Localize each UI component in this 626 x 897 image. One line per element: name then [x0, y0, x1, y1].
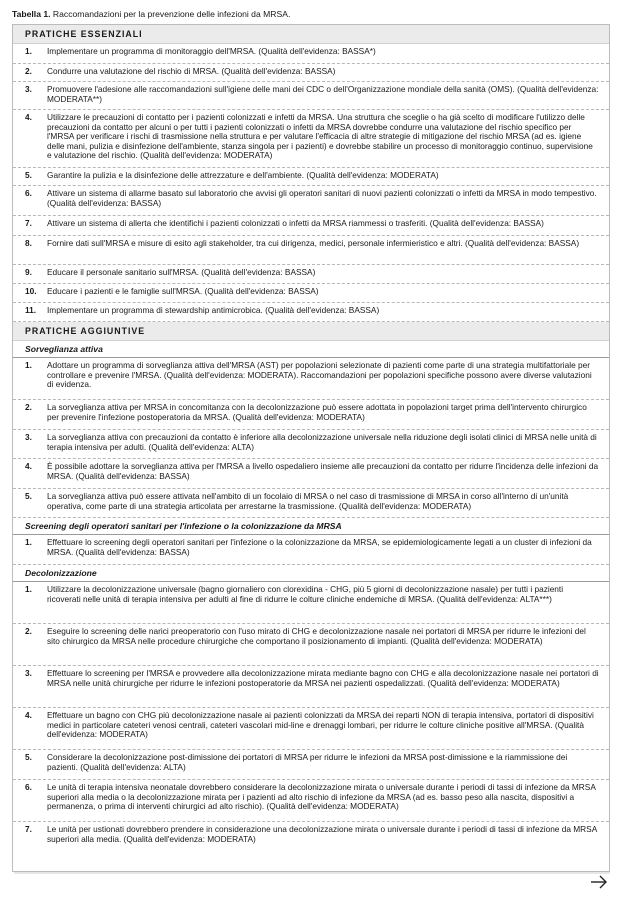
- row-text: Fornire dati sull'MRSA e misure di esito agli stakeholder, tra cui dirigenza, medici, personale infermieristico e altri. (Qualità dell'evidenza: BASSA): [47, 238, 580, 248]
- row-text: Condurre una valutazione del rischio di MRSA. (Qualità dell'evidenza: BASSA): [47, 66, 336, 76]
- table-row: [13, 64, 609, 82]
- row-number: 1.: [25, 360, 32, 370]
- caption-label: Tabella 1.: [12, 9, 51, 19]
- table-row: [13, 666, 609, 708]
- table-row: [13, 822, 609, 852]
- section-header-additional: PRATICHE AGGIUNTIVE: [13, 322, 609, 341]
- table-row: [13, 82, 609, 110]
- row-number: 5.: [25, 752, 32, 762]
- row-text: È possibile adottare la sorveglianza attiva per l'MRSA a livello ospedaliero insieme alle precauzioni da contatto per ridurre l'incidenza delle infezioni da MRSA. (Qualità dell'evidenza: BASSA): [47, 461, 599, 481]
- row-text: Utilizzare le precauzioni di contatto per i pazienti colonizzati e infetti da MRSA. Una struttura che sceglie o ha già scelto di modificare l'utilizzo delle precauzioni da contatto per alcuni o per tutti i pazienti colonizzati o infetti da MRSA dovrebbe condurre una valutazione del rischio specifico per l'MRSA per verificare i rischi di trasmissione nella struttura e per valutare l'efficacia di altre strategie di mitigazione del rischio MRSA (ad es. igiene delle mani, pulizia e disinfezione dell'ambiente, stanza singola per i pazienti) e dovrebbe stabilire un processo di monitoraggio continuo, supervisione e valutazione del rischio. (Qualità dell'evidenza: MODERATA): [47, 112, 593, 161]
- table-row: [13, 430, 609, 459]
- row-number: 3.: [25, 432, 32, 442]
- table-row: [13, 750, 609, 780]
- table-row: [13, 110, 609, 168]
- row-text: Adottare un programma di sorveglianza attiva dell'MRSA (AST) per popolazioni selezionate di pazienti come parte di una strategia multifattoriale per controllare e prevenire l'MRSA. (Qualità dell'evidenza: MODERATA). Raccomandazioni per popolazioni specifiche possono avere diverse valutazioni di evidenza.: [47, 360, 592, 390]
- row-text: Effettuare lo screening degli operatori sanitari per l'infezione o la colonizzazione da MRSA, se epidemiologicamente legati a un cluster di infezioni da MRSA. (Qualità dell'evidenza: BASSA): [47, 537, 592, 557]
- table-row: [13, 358, 609, 400]
- table-row: [13, 582, 609, 624]
- table-row: [13, 535, 609, 565]
- table-row: [13, 216, 609, 236]
- row-number: 2.: [25, 66, 32, 76]
- row-text: Promuovere l'adesione alle raccomandazioni sull'igiene delle mani dei CDC o dell'Organizzazione mondiale della sanità (OMS). (Qualità dell'evidenza: MODERATA**): [47, 84, 599, 104]
- row-text: Educare il personale sanitario sull'MRSA. (Qualità dell'evidenza: BASSA): [47, 267, 316, 277]
- table-row: [13, 44, 609, 64]
- table-row: [13, 624, 609, 666]
- arrow-right-icon[interactable]: [590, 875, 608, 889]
- subsection-header-surveillance: Sorveglianza attiva: [13, 341, 609, 358]
- table-row: [13, 186, 609, 216]
- table-row: [13, 236, 609, 265]
- table-row: [13, 459, 609, 489]
- row-number: 4.: [25, 112, 32, 122]
- subsection-header-decolonization: Decolonizzazione: [13, 565, 609, 582]
- row-number: 8.: [25, 238, 32, 248]
- row-text: Attivare un sistema di allerta che identifichi i pazienti colonizzati o infetti da MRSA riammessi o trasferiti. (Qualità dell'evidenza: BASSA): [47, 218, 544, 228]
- section-header-essential: PRATICHE ESSENZIALI: [13, 25, 609, 44]
- row-text: Le unità per ustionati dovrebbero prendere in considerazione una decolonizzazione mirata o universale durante i periodi di tassi di infezione da MRSA superiori alla media. (Qualità dell'evidenza: MODERATA): [47, 824, 597, 844]
- row-number: 4.: [25, 461, 32, 471]
- row-text: Implementare un programma di stewardship antimicrobica. (Qualità dell'evidenza: BASSA): [47, 305, 380, 315]
- row-text: Considerare la decolonizzazione post-dimissione dei portatori di MRSA per ridurre le infezioni da MRSA post-dimissione e la riammissione dei pazienti. (Qualità dell'evidenza: ALTA): [47, 752, 568, 772]
- row-number: 1.: [25, 537, 32, 547]
- row-number: 5.: [25, 491, 32, 501]
- row-text: Effettuare lo screening per l'MRSA e provvedere alla decolonizzazione mirata mediante bagno con CHG e alla decolonizzazione nasale nei portatori di MRSA nelle unità chirurgiche per ridurre le infezioni postoperatorie da MRSA nei pazienti ospedalizzati. (Qualità dell'evidenza: MODERATA): [47, 668, 599, 688]
- row-number: 1.: [25, 46, 32, 56]
- row-text: Educare i pazienti e le famiglie sull'MRSA. (Qualità dell'evidenza: BASSA): [47, 286, 319, 296]
- row-text: Implementare un programma di monitoraggio dell'MRSA. (Qualità dell'evidenza: BASSA*): [47, 46, 376, 56]
- table-row: [13, 303, 609, 322]
- row-number: 6.: [25, 782, 32, 792]
- row-number: 3.: [25, 84, 32, 94]
- row-text: Effettuare un bagno con CHG più decolonizzazione nasale ai pazienti colonizzati da MRSA dei reparti NON di terapia intensiva, portatori di dispositivi medici in particolare cateteri venosi centrali, cateteri vascolari mid-line e drenaggi lombari, per ridurre le colture cliniche positive all'MRSA. (Qualità dell'evidenza: MODERATA): [47, 710, 594, 740]
- row-number: 2.: [25, 626, 32, 636]
- row-number: 7.: [25, 824, 32, 834]
- row-number: 7.: [25, 218, 32, 228]
- table-row: [13, 168, 609, 186]
- row-number: 9.: [25, 267, 32, 277]
- table-row: [13, 489, 609, 518]
- row-text: Attivare un sistema di allarme basato sul laboratorio che avvisi gli operatori sanitari di nuovi pazienti colonizzati o infetti da MRSA in modo tempestivo. (Qualità dell'evidenza: BASSA): [47, 188, 597, 208]
- row-text: Utilizzare la decolonizzazione universale (bagno giornaliero con clorexidina - CHG, più 5 giorni di decolonizzazione nasale) per tutti i pazienti ricoverati nelle unità di terapia intensiva per adulti al fine di ridurre le colture cliniche endemiche di MRSA. (Qualità dell'evidenza: ALTA***): [47, 584, 564, 604]
- row-number: 2.: [25, 402, 32, 412]
- row-text: La sorveglianza attiva per MRSA in concomitanza con la decolonizzazione può essere adottata in popolazioni target prima dell'intervento chirurgico per prevenire l'infezione postoperatoria da MRSA. (Qualità dell'evidenza: MODERATA): [47, 402, 587, 422]
- row-number: 4.: [25, 710, 32, 720]
- row-text: La sorveglianza attiva con precauzioni da contatto è inferiore alla decolonizzazione universale nella riduzione degli isolati clinici di MRSA nelle unità di terapia intensiva per adulti. (Qualità dell'evidenza: ALTA): [47, 432, 597, 452]
- table-row: [13, 284, 609, 303]
- recommendations-table: [12, 24, 610, 872]
- table-row: [13, 400, 609, 430]
- table-row: [13, 265, 609, 284]
- row-number: 10.: [25, 286, 37, 296]
- row-number: 6.: [25, 188, 32, 198]
- table-caption: [12, 9, 290, 20]
- row-number: 3.: [25, 668, 32, 678]
- row-text: Le unità di terapia intensiva neonatale dovrebbero considerare la decolonizzazione mirata o universale durante i periodi di tassi di infezione da MRSA superiori alla media o la decolonizzazione mirata per i pazienti ad alto rischio di infezione da MRSA (ad es. basso peso alla nascita, dispositivi a permanenza, o prima di interventi chirurgici ad alto rischio). (Qualità dell'evidenza: MODERATA): [47, 782, 596, 812]
- caption-title: Raccomandazioni per la prevenzione delle infezioni da MRSA.: [52, 9, 291, 19]
- row-number: 11.: [25, 305, 37, 315]
- row-number: 5.: [25, 170, 32, 180]
- subsection-header-screening: Screening degli operatori sanitari per l'infezione o la colonizzazione da MRSA: [13, 518, 609, 535]
- row-text: Eseguire lo screening delle narici preoperatorio con l'uso mirato di CHG e decolonizzazione nasale nei portatori di MRSA per ridurre le infezioni del sito chirurgico da MRSA nelle procedure chirurgiche che comportano il posizionamento di impianti. (Qualità dell'evidenza: MODERATA): [47, 626, 586, 646]
- row-number: 1.: [25, 584, 32, 594]
- row-text: Garantire la pulizia e la disinfezione delle attrezzature e dell'ambiente. (Qualità dell'evidenza: MODERATA): [47, 170, 439, 180]
- table-row: [13, 708, 609, 750]
- table-row: [13, 780, 609, 822]
- row-text: La sorveglianza attiva può essere attivata nell'ambito di un focolaio di MRSA o nel caso di trasmissione di MRSA in corso all'interno di un'unità operativa, come parte di una strategia articolata per arrestarne la trasmissione. (Qualità dell'evidenza: MODERATA): [47, 491, 569, 511]
